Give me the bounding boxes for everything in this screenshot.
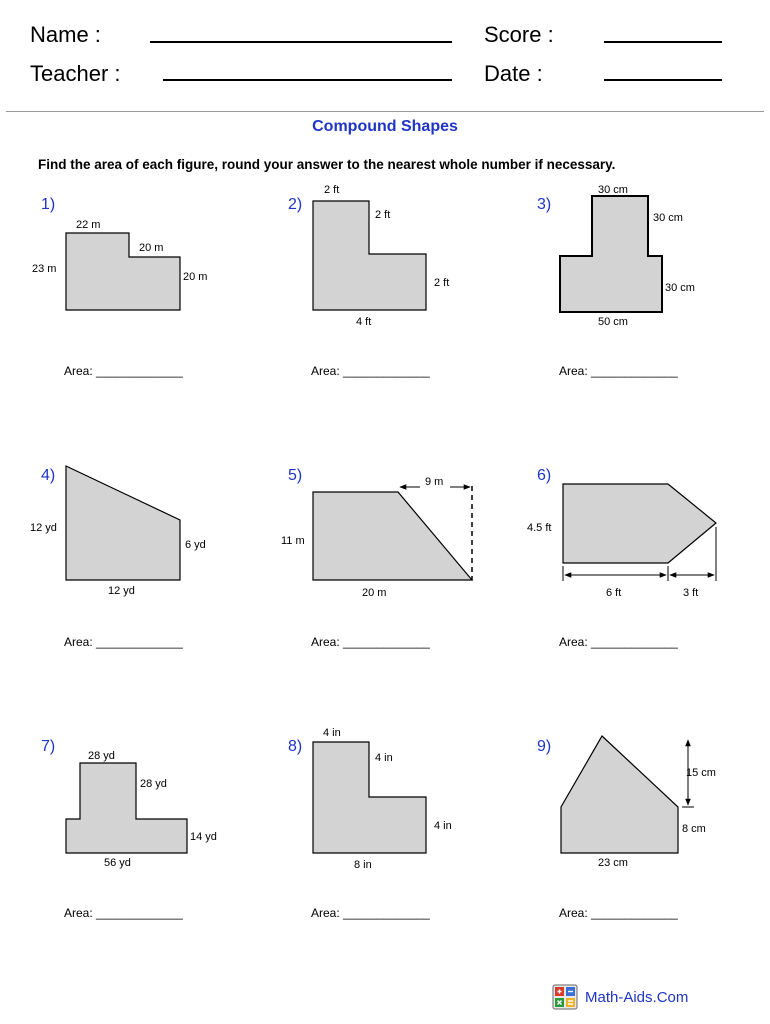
area-answer[interactable]: Area: _____________ <box>311 635 430 649</box>
dimension-label: 50 cm <box>598 316 628 328</box>
problem-number: 3) <box>537 196 552 213</box>
figure-4 <box>66 466 180 580</box>
figure-8 <box>313 742 426 853</box>
dimension-label: 14 yd <box>190 831 217 843</box>
figure-5 <box>313 492 472 580</box>
problem-number: 2) <box>288 196 303 213</box>
dimension-label: 2 ft <box>324 184 340 196</box>
area-answer[interactable]: Area: _____________ <box>311 364 430 378</box>
brand-link[interactable]: Math-Aids.Com <box>585 989 689 1006</box>
figure-6 <box>563 484 716 563</box>
dimension-label: 4 ft <box>356 316 372 328</box>
area-answer[interactable]: Area: _____________ <box>64 364 183 378</box>
dimension-label: 8 in <box>354 859 372 871</box>
dimension-label: 11 m <box>281 535 305 547</box>
dimension-label: 6 ft <box>606 587 622 599</box>
problem-number: 1) <box>41 196 56 213</box>
instructions: Find the area of each figure, round your answer to the nearest whole number if necessary. <box>38 157 616 172</box>
dimension-label: 12 yd <box>108 585 135 597</box>
area-answer[interactable]: Area: _____________ <box>559 906 678 920</box>
figure-7 <box>66 763 187 853</box>
problem-number: 4) <box>41 467 56 484</box>
figure-9 <box>561 736 678 853</box>
area-answer[interactable]: Area: _____________ <box>64 635 183 649</box>
dimension-label: 4 in <box>323 727 341 739</box>
dimension-label: 30 cm <box>665 282 695 294</box>
teacher-label: Teacher : <box>30 61 121 86</box>
date-label: Date : <box>484 61 543 86</box>
dimension-label: 15 cm <box>686 767 716 779</box>
dimension-label: 2 ft <box>434 277 450 289</box>
figure-2 <box>313 201 426 310</box>
dimension-label: 23 m <box>32 263 57 275</box>
dimension-label: 23 cm <box>598 857 628 869</box>
area-answer[interactable]: Area: _____________ <box>559 635 678 649</box>
dimension-label: 4 in <box>375 752 393 764</box>
dimension-label: 12 yd <box>30 522 57 534</box>
name-label: Name : <box>30 22 101 47</box>
calculator-icon <box>552 984 578 1010</box>
dimension-label: 4.5 ft <box>527 522 552 534</box>
problem-number: 5) <box>288 467 303 484</box>
dimension-label: 9 m <box>425 476 444 488</box>
figure-3 <box>560 196 662 312</box>
dimension-label: 3 ft <box>683 587 699 599</box>
dimension-label: 6 yd <box>185 539 206 551</box>
area-answer[interactable]: Area: _____________ <box>311 906 430 920</box>
dimension-label: 28 yd <box>140 778 167 790</box>
problem-number: 8) <box>288 738 303 755</box>
dimension-label: 4 in <box>434 820 452 832</box>
problem-number: 6) <box>537 467 552 484</box>
dimension-label: 20 m <box>362 587 387 599</box>
dimension-label: 20 m <box>139 242 164 254</box>
problem-number: 7) <box>41 738 56 755</box>
page-title: Compound Shapes <box>312 118 458 135</box>
area-answer[interactable]: Area: _____________ <box>64 906 183 920</box>
dimension-label: 30 cm <box>653 212 683 224</box>
score-label: Score : <box>484 22 554 47</box>
area-answer[interactable]: Area: _____________ <box>559 364 678 378</box>
dimension-label: 22 m <box>76 219 101 231</box>
problem-number: 9) <box>537 738 552 755</box>
dimension-label: 56 yd <box>104 857 131 869</box>
dimension-label: 30 cm <box>598 184 628 196</box>
dimension-label: 20 m <box>183 271 208 283</box>
dimension-label: 28 yd <box>88 750 115 762</box>
dimension-label: 8 cm <box>682 823 706 835</box>
dimension-label: 2 ft <box>375 209 391 221</box>
